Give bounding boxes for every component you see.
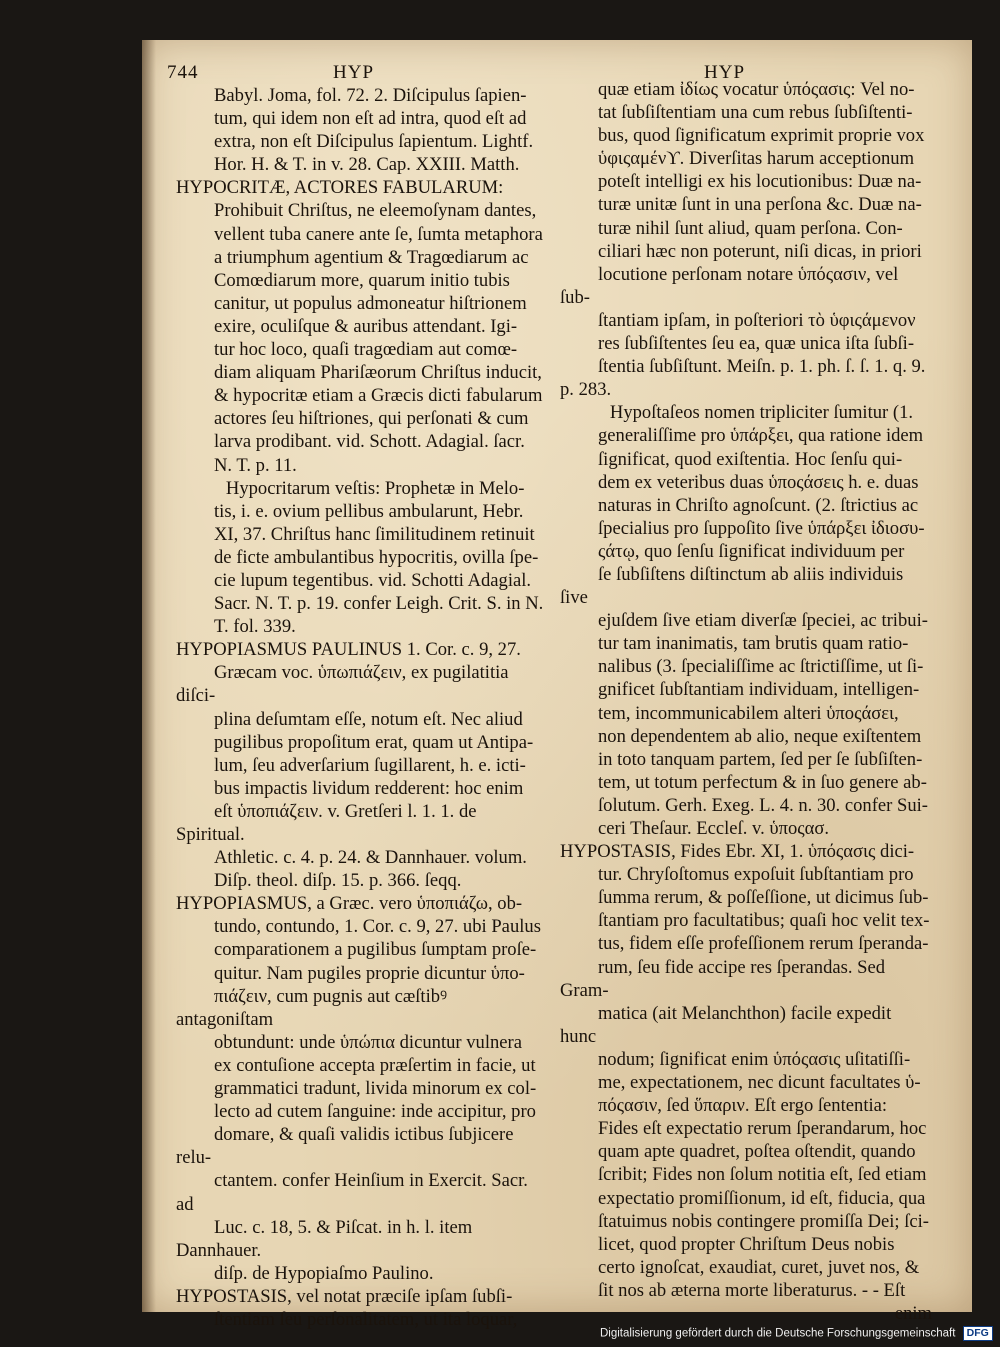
text-line [176, 199, 548, 222]
text-line [176, 269, 548, 292]
text-line [176, 246, 548, 269]
text-line-content: Luc. c. 18, 5. & Piſcat. in h. l. item Dannhauer. [176, 1216, 477, 1261]
text-line-content: ſcribit; Fides non ſolum notitia eſt, ſed etiam [598, 1164, 927, 1186]
text-line-content: tur hoc loco, quaſi tragœdiam aut comœ- [214, 339, 518, 361]
text-line [560, 1094, 932, 1117]
text-line [176, 292, 548, 315]
running-header-right: HYP [704, 62, 746, 83]
text-line-content: ceri Theſaur. Eccleſ. v. ὑποςασ. [598, 818, 830, 839]
text-line-content: ex contuſione accepta præſertim in facie, ut [214, 1054, 536, 1076]
text-line [560, 725, 932, 748]
text-line-content: XI, 37. Chriſtus hanc ſimilitudinem retinuit [214, 523, 535, 545]
text-line-content: diſp. de Hypopiaſmo Paulino. [214, 1262, 434, 1284]
text-line [176, 1216, 548, 1262]
text-line [176, 754, 548, 777]
text-line-content: T. fol. 339. [214, 616, 296, 638]
text-line-content: turæ nihil ſunt aliud, quam perſona. Con- [598, 217, 903, 239]
text-line-content: de ficte ambulantibus hypocritis, ovilla ſpe- [214, 546, 539, 568]
text-line-content: locutione perſonam notare ὑπόςασιν, vel ſub- [560, 263, 903, 308]
text-line [560, 240, 932, 263]
text-line-content: Diſp. theol. diſp. 15. p. 366. ſeqq. [214, 870, 462, 892]
text-line-content: & hypocritæ etiam a Græcis dicti fabularum [214, 385, 543, 407]
text-line [560, 471, 932, 494]
text-line-content: Prohibuit Chriſtus, ne eleemoſynam dantes, [214, 200, 537, 222]
text-line [176, 638, 548, 661]
text-line-content: ſtantiam pro facultatibus; quaſi hoc velit tex- [598, 910, 930, 932]
footer-credit-text: Digitalisierung gefördert durch die Deutsche Forschungsgemeinschaft [600, 1327, 956, 1340]
text-line [560, 748, 932, 771]
text-line [560, 1002, 932, 1048]
text-line-content: ſignificat, quod exiſtentia. Hoc ſenſu qui- [598, 448, 903, 470]
text-line [560, 355, 932, 401]
text-line-content: tundo, contundo, 1. Cor. c. 9, 27. ubi Paulus [214, 916, 541, 938]
text-line-content: lum, ſeu adverſarium ſugillarent, h. e. icti- [214, 754, 526, 776]
text-line [560, 1163, 932, 1186]
running-header-left: HYP [333, 62, 375, 83]
text-line [560, 1279, 932, 1302]
dfg-logo-icon: DFG [963, 1326, 993, 1341]
text-line [176, 1169, 548, 1215]
text-line [560, 886, 932, 909]
text-line [560, 840, 932, 863]
text-line-content: ſe ſubſiſtens diſtinctum ab aliis individuis ſive [560, 563, 908, 609]
text-line [176, 153, 548, 176]
text-line-content: tem, incommunicabilem alteri ὑποςάσει, [598, 702, 899, 724]
text-line [176, 892, 548, 915]
text-line-content: poteſt intelligi ex his locutionibus: Duæ na- [598, 171, 922, 193]
text-line [176, 223, 548, 246]
text-line-content: ſpecialius pro ſuppoſito ſive ὑπάρξει ἰδιοσυ- [598, 517, 925, 539]
text-line [560, 932, 932, 955]
text-line [176, 107, 548, 130]
text-line [560, 494, 932, 517]
text-line-content: in toto tanquam partem, ſed per ſe ſubſiſten- [598, 748, 923, 770]
text-line [176, 915, 548, 938]
text-line-content: ςάτῳ, quo ſenſu ſignificat individuum per [598, 540, 905, 562]
text-line [176, 500, 548, 523]
text-line-content: quitur. Nam pugiles proprie dicuntur ὑπο- [214, 962, 525, 984]
text-line-content: cie lupum tegentibus. vid. Schotti Adagial. [214, 569, 532, 591]
text-line-content: N. T. p. 11. [214, 454, 297, 476]
text-line [176, 569, 548, 592]
text-line [560, 1256, 932, 1279]
text-line-content: Hor. H. & T. in v. 28. Cap. XXIII. Matth. [214, 154, 520, 176]
text-line [560, 78, 932, 101]
text-line [560, 1187, 932, 1210]
text-line [560, 1071, 932, 1094]
text-line-content: ctantem. confer Heinſium in Exercit. Sacr. ad [176, 1170, 533, 1215]
text-line [560, 332, 932, 355]
text-line-content: ſtentia ſubſiſtunt. Meiſn. p. 1. ph. ſ. ſ. 1. q. 9. p. 283. [560, 356, 931, 401]
text-line-content: HYPOPIASMUS PAULINUS 1. Cor. c. 9, 27. [176, 639, 521, 661]
text-line-content: quæ etiam ἰδίως vocatur ὑπόςασις: Vel no- [598, 79, 915, 100]
text-line-content: tat ſubſiſtentiam una cum rebus ſubſiſtenti- [598, 102, 913, 124]
text-line [176, 777, 548, 800]
text-line-content: gnificet ſubſtantiam individuam, intelligen- [598, 679, 920, 701]
text-line-content: tur. Chryſoſtomus expoſuit ſubſtantiam pro [598, 864, 914, 886]
text-line-content: naturas in Chriſto agnoſcunt. (2. ſtrictius ac [598, 494, 919, 516]
text-line [560, 1117, 932, 1140]
text-line [560, 424, 932, 447]
text-line [560, 309, 932, 332]
text-line-content: lecto ad cutem ſanguine: inde accipitur, pro [214, 1101, 536, 1123]
text-line [560, 1302, 932, 1325]
text-line [176, 1077, 548, 1100]
text-line [560, 401, 932, 424]
text-line-content: me, expectationem, nec dicunt facultates ὑ- [598, 1072, 921, 1094]
text-line-content: bus, quod ſignificatum exprimit proprie vox [598, 125, 925, 147]
text-line [176, 454, 548, 477]
text-line [176, 708, 548, 731]
text-line-content: Comœdiarum more, quarum initio tubis [214, 269, 510, 291]
text-line [560, 193, 932, 216]
left-text-column [176, 84, 548, 1331]
text-line [176, 615, 548, 638]
text-line-content: actores ſeu hiſtriones, qui perſonati & cum [214, 408, 529, 430]
text-line-content: larva prodibant. vid. Schott. Adagial. ſacr. [214, 431, 525, 453]
text-line-content: tis, i. e. ovium pellibus ambularunt, Hebr. [214, 500, 524, 522]
text-line-content: HYPOPIASMUS, a Græc. vero ὑποπιάζω, ob- [176, 893, 523, 915]
text-line-content: eſt ὑποπιάζειν. v. Gretſeri l. 1. 1. de Spiritual. [176, 800, 482, 845]
text-line-content: diam aliquam Phariſæorum Chriſtus inducit, [214, 362, 542, 384]
text-line [560, 448, 932, 471]
text-line-content: obtundunt: unde ὑπώπια dicuntur vulnera [214, 1031, 522, 1053]
text-line [176, 1123, 548, 1169]
text-line [176, 1262, 548, 1285]
text-line-content: ſtentiam ſeu perſonalitatem, ut ita loquar, [214, 1308, 518, 1330]
text-line [176, 1308, 548, 1331]
text-line-content: bus impactis lividum redderent: hoc enim [214, 777, 524, 799]
text-line [176, 361, 548, 384]
text-line-content: ciliari hæc non poterunt, niſi dicas, in priori [598, 240, 922, 262]
text-line-content: Græcam voc. ὑπωπιάζειν, ex pugilatitia diſci- [176, 662, 514, 707]
text-line [176, 523, 548, 546]
text-line-content: tur tam inanimatis, tam brutis quam ratio- [598, 633, 909, 655]
text-line [560, 1210, 932, 1233]
text-line-content: nodum; ſignificat enim ὑπόςασις uſitatiſſi- [598, 1048, 911, 1070]
text-line-content: ſtatuimus nobis contingere promiſſa Dei; ſci- [598, 1210, 930, 1232]
text-line [176, 315, 548, 338]
text-line [176, 546, 548, 569]
text-line-content: Fides eſt expectatio rerum ſperandarum, hoc [598, 1118, 927, 1140]
text-line [560, 678, 932, 701]
text-line-content: ſolutum. Gerh. Exeg. L. 4. n. 30. confer Sui- [598, 794, 928, 816]
text-line-content: Athletic. c. 4. p. 24. & Dannhauer. volum. [214, 847, 527, 869]
text-line-content: generaliſſime pro ὑπάρξει, qua ratione idem [598, 425, 924, 447]
text-line [560, 655, 932, 678]
text-line-content: πόςασιν, ſed ὕπαριν. Eſt ergo ſententia: [598, 1095, 888, 1117]
text-line [560, 609, 932, 632]
text-line-content: grammatici tradunt, livida minorum ex col- [214, 1078, 537, 1100]
text-line-content: Babyl. Joma, fol. 72. 2. Diſcipulus ſapien- [214, 85, 527, 106]
text-line-content: tus, fidem eſſe profeſſionem rerum ſperanda- [598, 933, 929, 955]
text-line-content: tum, qui idem non eſt ad intra, quod eſt ad [214, 108, 527, 130]
text-line-content: HYPOSTASIS, vel notat præciſe ipſam ſubſi- [176, 1285, 513, 1307]
text-line [176, 407, 548, 430]
text-line-content: extra, non eſt Diſcipulus ſapientum. Lightf. [214, 131, 534, 153]
text-line [560, 101, 932, 124]
text-line-content: vellent tuba canere ante ſe, ſumta metaphora [214, 223, 543, 245]
text-line-content: domare, & quaſi validis ictibus ſubjicere relu- [176, 1124, 519, 1169]
text-line-content: ſumma rerum, & poſſeſſione, ut dicimus ſub- [598, 887, 929, 909]
text-line-content: dem ex veteribus duas ὑποςάσεις h. e. duas [598, 471, 919, 493]
text-line [176, 130, 548, 153]
page-number: 744 [167, 62, 199, 83]
text-line-content: matica (ait Melanchthon) facile expedit hunc [560, 1002, 896, 1047]
text-line [176, 384, 548, 407]
text-line-content: exire, oculiſque & auribus attendant. Igi- [214, 315, 518, 337]
text-line-content: expectatio promiſſionum, id eſt, fiducia, qua [598, 1187, 926, 1209]
text-line [176, 1031, 548, 1054]
text-line [560, 771, 932, 794]
page-gutter-shadow [142, 40, 156, 1312]
text-line-content: ſtantiam ipſam, in poſteriori τὸ ὑφιςάμενον [598, 309, 916, 331]
text-line-content: Sacr. N. T. p. 19. confer Leigh. Crit. S. in N. [214, 593, 544, 615]
text-line [560, 632, 932, 655]
text-line [560, 563, 932, 609]
text-line [560, 863, 932, 886]
text-line [176, 1054, 548, 1077]
text-line [176, 176, 548, 199]
text-line [560, 263, 932, 309]
text-line [560, 702, 932, 725]
text-line [176, 592, 548, 615]
text-line-content: ſit nos ab æterna morte liberaturus. - - Eſt [598, 1279, 906, 1301]
text-line-content: HYPOCRITÆ, ACTORES FABULARUM: [176, 177, 504, 199]
text-line-content: non dependentem ab alio, neque exiſtentem [598, 725, 922, 747]
text-line [176, 338, 548, 361]
text-line [560, 956, 932, 1002]
text-line-content: nalibus (3. ſpecialiſſime ac ſtrictiſſime, ut ſi- [598, 656, 924, 678]
text-line [560, 540, 932, 563]
text-line [560, 170, 932, 193]
text-line [176, 1100, 548, 1123]
text-line [176, 84, 548, 107]
text-line [560, 1048, 932, 1071]
text-line [560, 517, 932, 540]
digitization-footer [600, 1326, 990, 1346]
text-line-content: licet, quod propter Chriſtum Deus nobis [598, 1233, 895, 1255]
text-line [176, 869, 548, 892]
text-line [560, 147, 932, 170]
text-line-content: certo ignoſcat, exaudiat, curet, juvet nos, & [598, 1256, 920, 1278]
text-line [176, 800, 548, 846]
text-line [176, 938, 548, 961]
text-line-content: quam apte quadret, poſtea oſtendit, quando [598, 1141, 916, 1163]
text-line [176, 846, 548, 869]
text-line-content: tem, ut totum perfectum & in ſuo genere ab- [598, 771, 927, 793]
text-line [176, 661, 548, 707]
text-line-content: Hypoſtaſeos nomen tripliciter ſumitur (1. [582, 402, 914, 424]
text-line [176, 985, 548, 1031]
text-line [560, 217, 932, 240]
text-line [176, 731, 548, 754]
text-line [176, 962, 548, 985]
text-line [560, 794, 932, 817]
text-line [560, 1233, 932, 1256]
text-line-content: plina deſumtam eſſe, notum eſt. Nec aliud [214, 708, 523, 730]
text-line-content: comparationem a pugilibus ſumptam proſe- [214, 939, 537, 961]
text-line-content: canitur, ut populus admoneatur hiſtrionem [214, 292, 527, 314]
text-line [560, 1140, 932, 1163]
text-line-content: πιάζειν, cum pugnis aut cæſtibꝰ antagoniſtam [176, 985, 452, 1030]
text-line-content: ejuſdem ſive etiam diverſæ ſpeciei, ac tribui- [598, 610, 928, 632]
text-line [176, 477, 548, 500]
text-line-content: ὑφιςαμένϒ. Diverſitas harum acceptionum [598, 148, 915, 170]
text-line-content: a triumphum agentium & Tragœdiarum ac [214, 246, 529, 268]
text-line-content: pugilibus propoſitum erat, quam ut Antipa- [214, 731, 534, 753]
text-line [176, 430, 548, 453]
text-line-content: Hypocritarum veſtis: Prophetæ in Melo- [198, 477, 525, 499]
text-line [560, 817, 932, 840]
text-line-content: HYPOSTASIS, Fides Ebr. XI, 1. ὑπόςασις dici- [560, 841, 915, 863]
text-line [176, 1285, 548, 1308]
text-line [560, 124, 932, 147]
right-text-column [560, 78, 932, 1325]
text-line [560, 909, 932, 932]
text-line-content: rum, ſeu fide accipe res ſperandas. Sed Gram- [560, 956, 890, 1001]
text-line-content: enim [894, 1302, 932, 1324]
text-line-content: turæ unitæ ſunt in una perſona &c. Duæ na- [598, 194, 922, 216]
text-line-content: res ſubſiſtentes ſeu ea, quæ unica iſta ſubſi- [598, 333, 915, 355]
